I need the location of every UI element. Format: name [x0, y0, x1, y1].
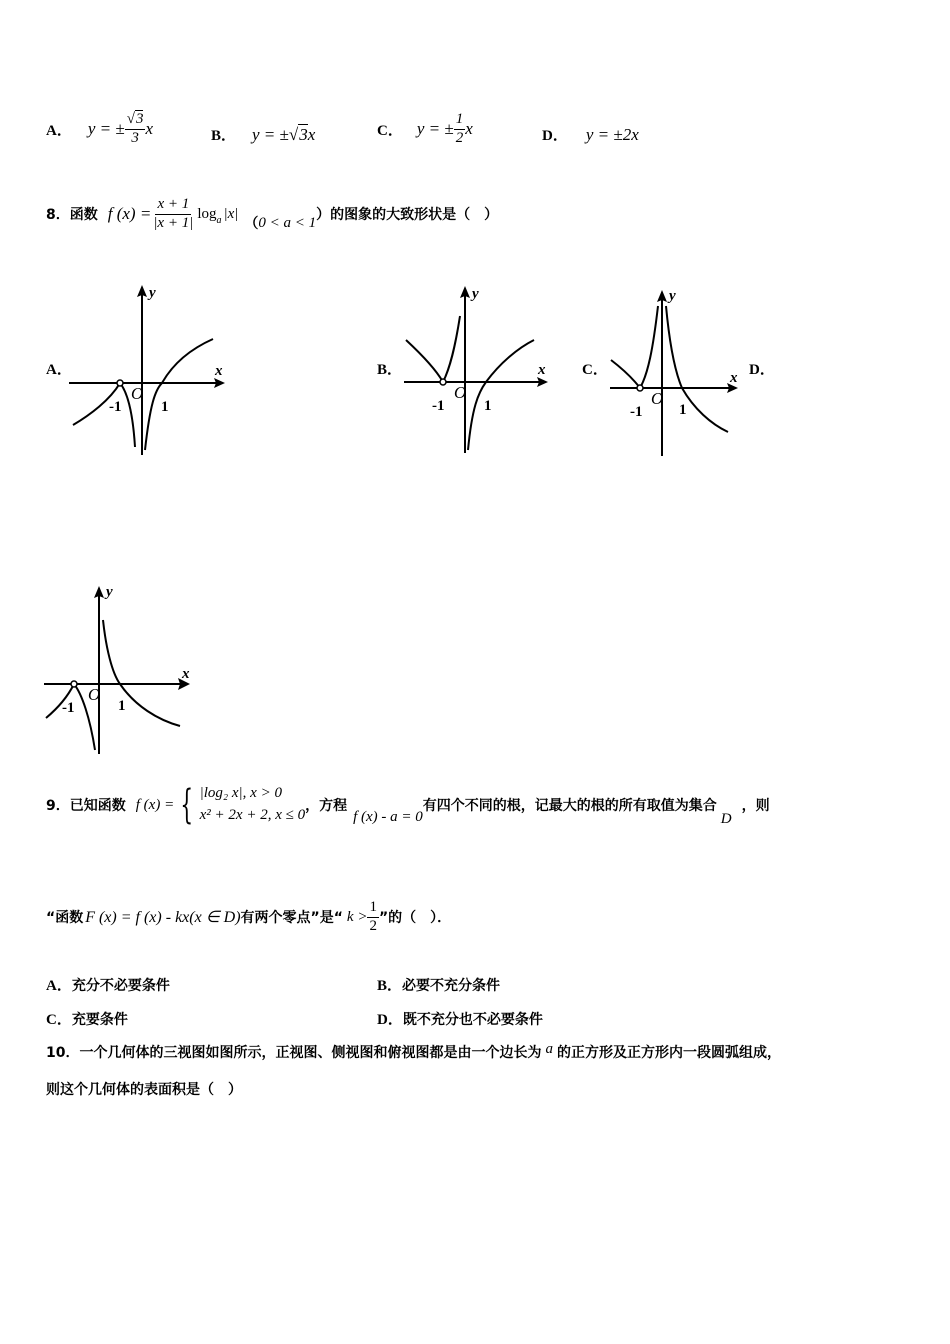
- origin-label: O: [454, 383, 467, 402]
- option-label: D．: [542, 128, 568, 144]
- origin-label: O: [651, 389, 664, 408]
- option-text: 充要条件: [71, 1012, 128, 1028]
- q9-mid3: ，则: [741, 798, 770, 814]
- q8-func-lhs: f (x) =: [107, 204, 152, 223]
- option-c-prefix: y = ±: [416, 119, 454, 138]
- q9-number: 9．已知函数: [46, 798, 126, 814]
- q9-line2-b: 有两个零点”是“: [240, 910, 343, 926]
- hole-point: [71, 681, 77, 687]
- q10-stem-line1: [46, 1042, 781, 1062]
- q9-line2-a: “函数: [46, 910, 84, 926]
- option-c-fraction: $\frac{1}{2}$: [455, 111, 464, 146]
- axis-label-x: x: [730, 370, 738, 386]
- option-a-suffix: x: [145, 119, 153, 138]
- origin-label: O: [88, 685, 101, 704]
- curve-left: [406, 316, 460, 382]
- q9-mid1: ，方程: [305, 798, 348, 814]
- tick-label-neg: -1: [109, 399, 122, 415]
- axis-label-x: x: [215, 363, 223, 379]
- option-label: B．: [377, 978, 403, 994]
- q8-graph-b: [400, 278, 560, 458]
- q8-frac-num: x + 1: [155, 196, 191, 214]
- axis-label-y: y: [472, 286, 479, 302]
- q10-stem-line2: 则这个几何体的表面积是（ ）: [46, 1082, 242, 1098]
- option-text: 充分不必要条件: [71, 978, 170, 994]
- hole-point: [117, 380, 123, 386]
- q9-set-d: D: [720, 810, 732, 827]
- origin-label: O: [131, 384, 144, 403]
- option-label: A．: [46, 978, 72, 994]
- q9-option-c[interactable]: [46, 1008, 128, 1029]
- q9-option-d[interactable]: [377, 1008, 543, 1029]
- q8-fraction: [151, 196, 195, 232]
- option-b-suffix: x: [307, 124, 316, 144]
- q8-frac-den: |x + 1|: [153, 214, 194, 231]
- q7-option-b[interactable]: [211, 124, 315, 145]
- q9-case2: x² + 2x + 2, x ≤ 0: [199, 807, 306, 823]
- q8-label-d[interactable]: D．: [749, 362, 775, 378]
- q9-F-expr: F (x) = f (x) - kx(x ∈ D): [85, 909, 241, 926]
- axis-label-y: y: [669, 288, 676, 304]
- q9-stem-line2: [46, 888, 451, 946]
- axis-label-y: y: [149, 285, 156, 301]
- curve-right: [468, 340, 534, 450]
- option-b-sqrt: √3: [288, 124, 308, 144]
- q9-f-lhs: f (x) =: [135, 796, 175, 813]
- q9-option-a[interactable]: [46, 974, 170, 995]
- option-text: 必要不充分条件: [402, 978, 501, 994]
- curve-right: [103, 620, 180, 726]
- curve-right: [145, 339, 213, 450]
- q8-graph-a: [65, 275, 240, 460]
- option-b-prefix: y = ±: [252, 124, 289, 144]
- q9-k-fraction: $\frac{1}{2}$: [369, 899, 377, 934]
- option-text: 既不充分也不必要条件: [402, 1012, 543, 1028]
- axis-label-x: x: [182, 666, 190, 682]
- q8-condition: 0 < a < 1: [258, 214, 317, 231]
- q8-log-base: a: [216, 214, 222, 226]
- q8-label-c[interactable]: C．: [582, 362, 608, 378]
- q8-tail: ）的图象的大致形状是（ ）: [316, 207, 499, 223]
- q8-number: 8．函数: [46, 207, 98, 223]
- axis-label-x: x: [538, 362, 546, 378]
- q7-option-d[interactable]: [542, 124, 639, 145]
- option-a-prefix: y = ±: [87, 119, 125, 138]
- q8-stem: [46, 186, 498, 242]
- q9-cases: [200, 783, 305, 827]
- q7-option-a[interactable]: [46, 104, 153, 154]
- q9-option-b[interactable]: [377, 974, 500, 995]
- q9-equation: f (x) - a = 0: [353, 808, 423, 825]
- option-c-suffix: x: [465, 119, 473, 138]
- hole-point: [440, 379, 446, 385]
- q8-log-arg: |x|: [223, 205, 239, 222]
- tick-label-neg: -1: [630, 404, 643, 420]
- curve-right: [666, 306, 728, 432]
- q10-line1-b: 的正方形及正方形内一段圆弧组成，: [556, 1045, 781, 1061]
- q8-graph-c: [606, 284, 746, 462]
- q9-stem-line1: [46, 777, 770, 833]
- tick-label-pos: 1: [679, 402, 687, 418]
- q9-case1: |log₂ x|, x > 0: [199, 785, 282, 802]
- q8-graph-d: [40, 578, 200, 758]
- q8-cond-open: （: [244, 216, 259, 232]
- curve-left: [73, 383, 135, 447]
- option-label: C．: [46, 1012, 72, 1028]
- option-label: C．: [377, 122, 403, 139]
- option-d-expr: y = ±2x: [585, 124, 639, 144]
- q10-line1-a: 10．一个几何体的三视图如图所示，正视图、侧视图和俯视图都是由一个边长为: [46, 1045, 542, 1061]
- q7-option-c[interactable]: [377, 104, 473, 154]
- tick-label-neg: -1: [62, 700, 75, 716]
- q9-mid2: 有四个不同的根，记最大的根的所有取值为集合: [422, 798, 717, 814]
- tick-label-pos: 1: [161, 399, 169, 415]
- option-a-fraction: $\frac{√3}{3}$: [126, 111, 144, 146]
- q10-var-a: a: [545, 1040, 553, 1057]
- option-label: B．: [211, 128, 237, 144]
- q9-k-lhs: k >: [346, 908, 368, 925]
- q9-brace: {: [180, 782, 194, 828]
- tick-label-pos: 1: [118, 698, 126, 714]
- q9-line2-c: ”的（ ）．: [378, 910, 452, 926]
- axis-label-y: y: [106, 584, 113, 600]
- q8-label-b[interactable]: B．: [377, 362, 403, 378]
- option-label: A．: [46, 122, 72, 139]
- tick-label-neg: -1: [432, 398, 445, 414]
- tick-label-pos: 1: [484, 398, 492, 414]
- q8-log: log: [197, 205, 217, 222]
- curve-left: [611, 306, 658, 388]
- q8-label-a[interactable]: A．: [46, 362, 72, 378]
- option-label: D．: [377, 1012, 403, 1028]
- hole-point: [637, 385, 643, 391]
